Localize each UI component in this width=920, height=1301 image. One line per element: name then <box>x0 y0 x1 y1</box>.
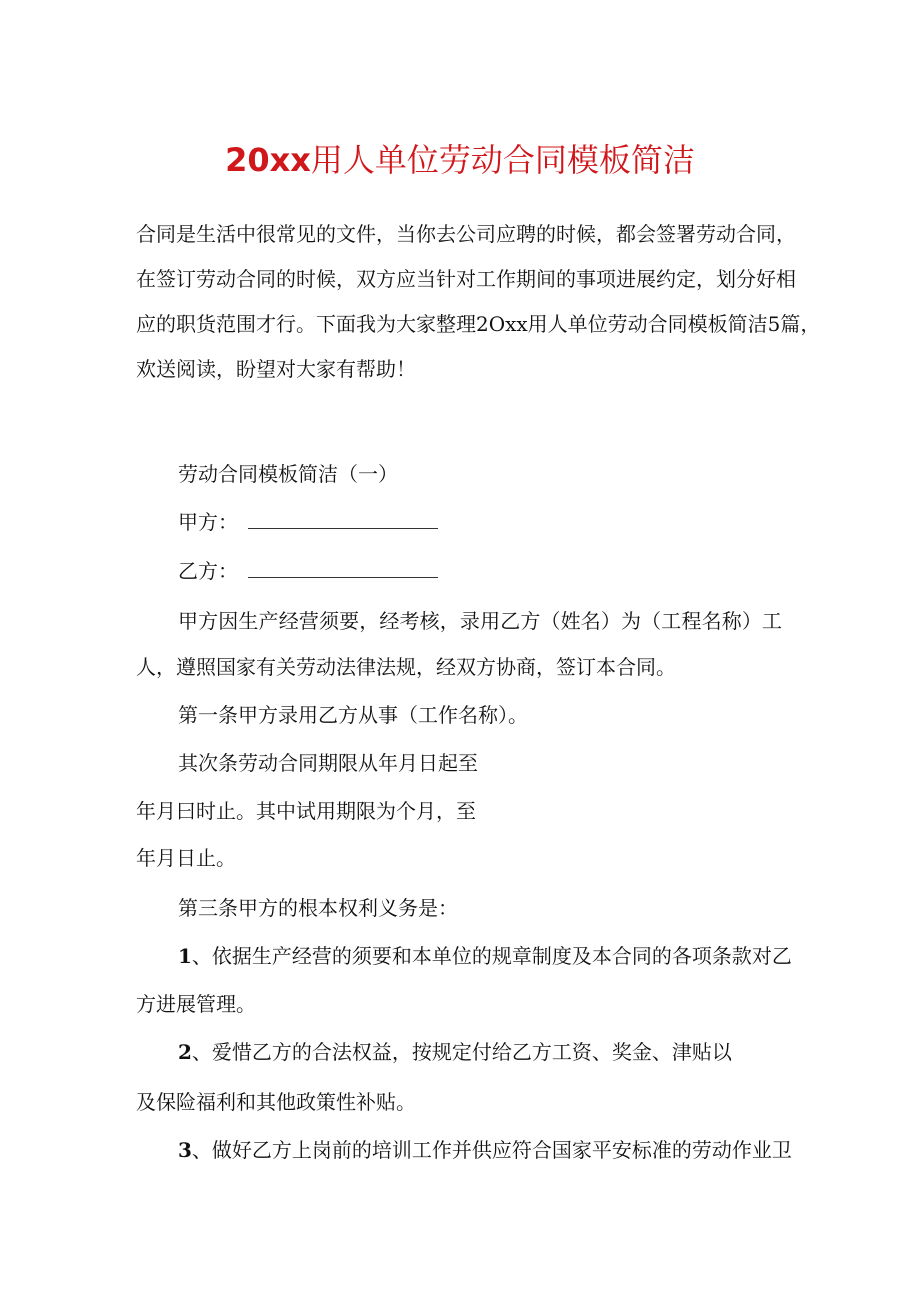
item-text: 、做好乙方上岗前的培训工作并供应符合国家平安标准的劳动作业卫 <box>191 1138 792 1162</box>
recruit-paragraph-line: 甲方因生产经营须要，经考核，录用乙方（姓名）为（工程名称）工 <box>178 609 782 633</box>
item-number: 1 <box>178 944 192 968</box>
title-text: 用人单位劳动合同模板简洁 <box>310 141 695 179</box>
article-2-line: 年月曰时止。其中试用期限为个月，至 <box>136 799 476 823</box>
party-b-row <box>178 549 438 594</box>
item-text: 、依据生产经营的须要和本单位的规章制度及本合同的各项条款对乙 <box>191 944 792 968</box>
party-b-label: 乙方： <box>178 559 238 583</box>
article-2-line: 其次条劳动合同期限从年月日起至 <box>178 751 478 775</box>
item-3-line <box>178 1128 792 1173</box>
item-1-line: 方进展管理。 <box>136 992 256 1016</box>
article-2-line: 年月日止。 <box>136 846 236 870</box>
intro-line: 欢送阅读，盼望对大家有帮助！ <box>136 357 416 381</box>
party-a-label: 甲方： <box>178 510 238 534</box>
party-a-row <box>178 500 438 545</box>
item-number: 2 <box>178 1040 192 1064</box>
item-2-line <box>178 1030 732 1075</box>
item-number: 3 <box>178 1138 192 1162</box>
section-heading: 劳动合同模板简洁（一） <box>178 462 398 486</box>
article-3: 第三条甲方的根本权利义务是： <box>178 896 458 920</box>
document-title <box>0 138 920 182</box>
title-year: 20xx <box>225 141 311 179</box>
intro-line: 合同是生活中很常见的文件，当你去公司应聘的时候，都会签署劳动合同， <box>136 222 796 246</box>
party-b-blank <box>248 555 438 578</box>
party-a-blank <box>248 506 438 529</box>
intro-paragraph <box>136 212 821 392</box>
article-1: 第一条甲方录用乙方从事（工作名称）。 <box>178 703 528 727</box>
intro-line: 在签订劳动合同的时候，双方应当针对工作期间的事项进展约定，划分好相 <box>136 267 796 291</box>
recruit-paragraph-line: 人，遵照国家有关劳动法律法规，经双方协商，签订本合同。 <box>136 655 676 679</box>
item-text: 、爱惜乙方的合法权益，按规定付给乙方工资、奖金、津贴以 <box>191 1040 732 1064</box>
intro-line: 应的职货范围才行。下面我为大家整理2Oxx用人单位劳动合同模板简洁5篇， <box>136 312 821 336</box>
item-1-line <box>178 934 792 979</box>
item-2-line: 及保险福利和其他政策性补贴。 <box>136 1090 416 1114</box>
